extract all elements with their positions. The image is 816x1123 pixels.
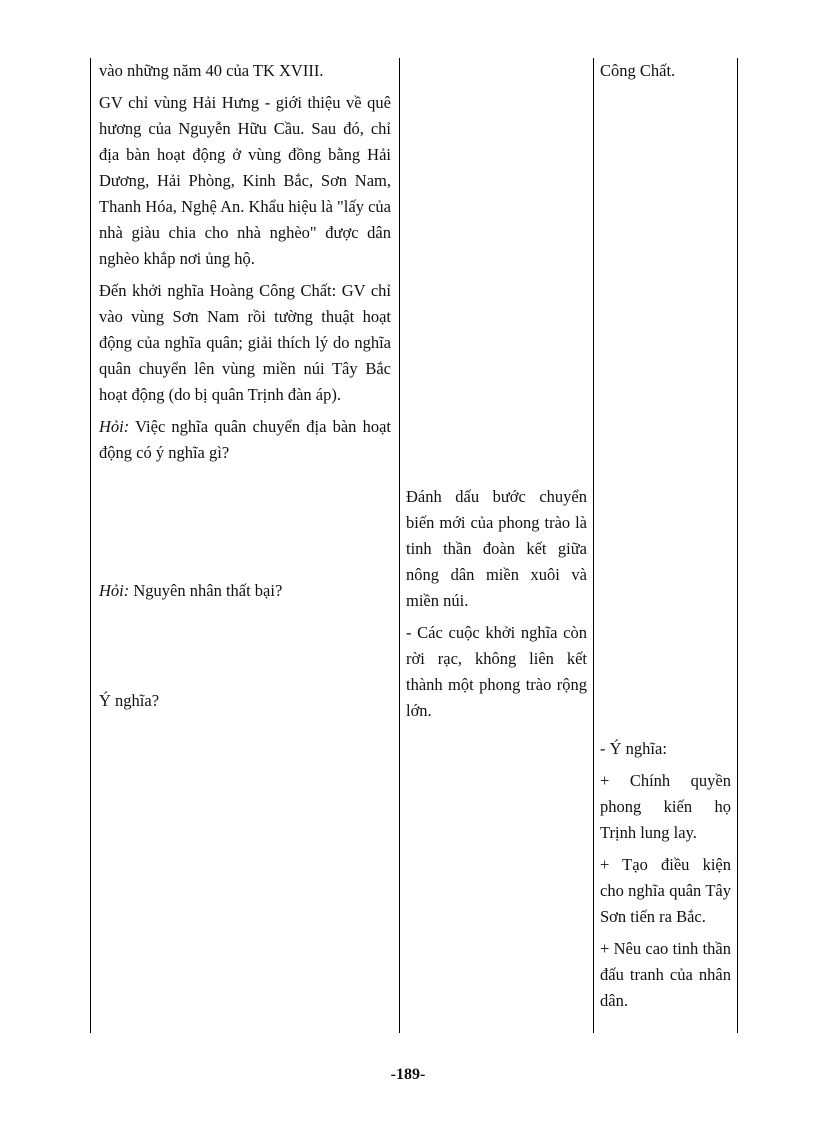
teacher-activity-column [99,58,391,714]
student-answer-column [406,58,587,724]
question-label: Hỏi: [99,417,130,436]
content-cong-chat: Công Chất. [600,61,676,80]
question-significance: Ý nghĩa? [99,691,160,710]
question-meaning-move [99,414,391,466]
answer-cause-failure: - Các cuộc khởi nghĩa còn rời rạc, không liên kết thành một phong trào rộng lớn. [406,623,587,720]
question-text: Nguyên nhân thất bại? [129,581,283,600]
content-column [600,58,731,1014]
table-border-left [90,58,91,1033]
page-number: -189- [390,1066,426,1083]
paragraph-nguyen-huu-cau: GV chỉ vùng Hải Hưng - giới thiệu về quê hương của Nguyễn Hữu Cầu. Sau đó, chỉ địa bàn hoạt động ở vùng đồng bằng Hải Dương, Hải Phòng, Kinh Bắc, Sơn Nam, Thanh Hóa, Nghệ An. Khẩu hiệu là "lấy của nhà giàu chia cho nhà nghèo" được dân nghèo khắp nơi ủng hộ. [99,93,391,268]
table-divider-1 [399,58,400,1033]
content-significance-2: + Tạo điều kiện cho nghĩa quân Tây Sơn tiến ra Bắc. [600,855,731,926]
question-label: Hỏi: [99,581,130,600]
paragraph-hoang-cong-chat: Đến khởi nghĩa Hoàng Công Chất: GV chỉ vào vùng Sơn Nam rồi tường thuật hoạt động của nghĩa quân; giải thích lý do nghĩa quân chuyển lên vùng miền núi Tây Bắc hoạt động (do bị quân Trịnh đàn áp). [99,281,391,404]
table-border-right [737,58,738,1033]
answer-meaning-move: Đánh dấu bước chuyển biến mới của phong trào là tinh thần đoàn kết giữa nông dân miền xuôi và miền núi. [406,487,587,610]
paragraph-intro: vào những năm 40 của TK XVIII. [99,61,324,80]
question-cause-failure [99,578,391,604]
content-significance-1: + Chính quyền phong kiến họ Trịnh lung lay. [600,771,731,842]
question-text: Việc nghĩa quân chuyển địa bàn hoạt động có ý nghĩa gì? [99,417,391,462]
content-significance-heading: - Ý nghĩa: [600,739,667,758]
table-divider-2 [593,58,594,1033]
content-significance-3: + Nêu cao tinh thần đấu tranh của nhân dân. [600,939,731,1010]
